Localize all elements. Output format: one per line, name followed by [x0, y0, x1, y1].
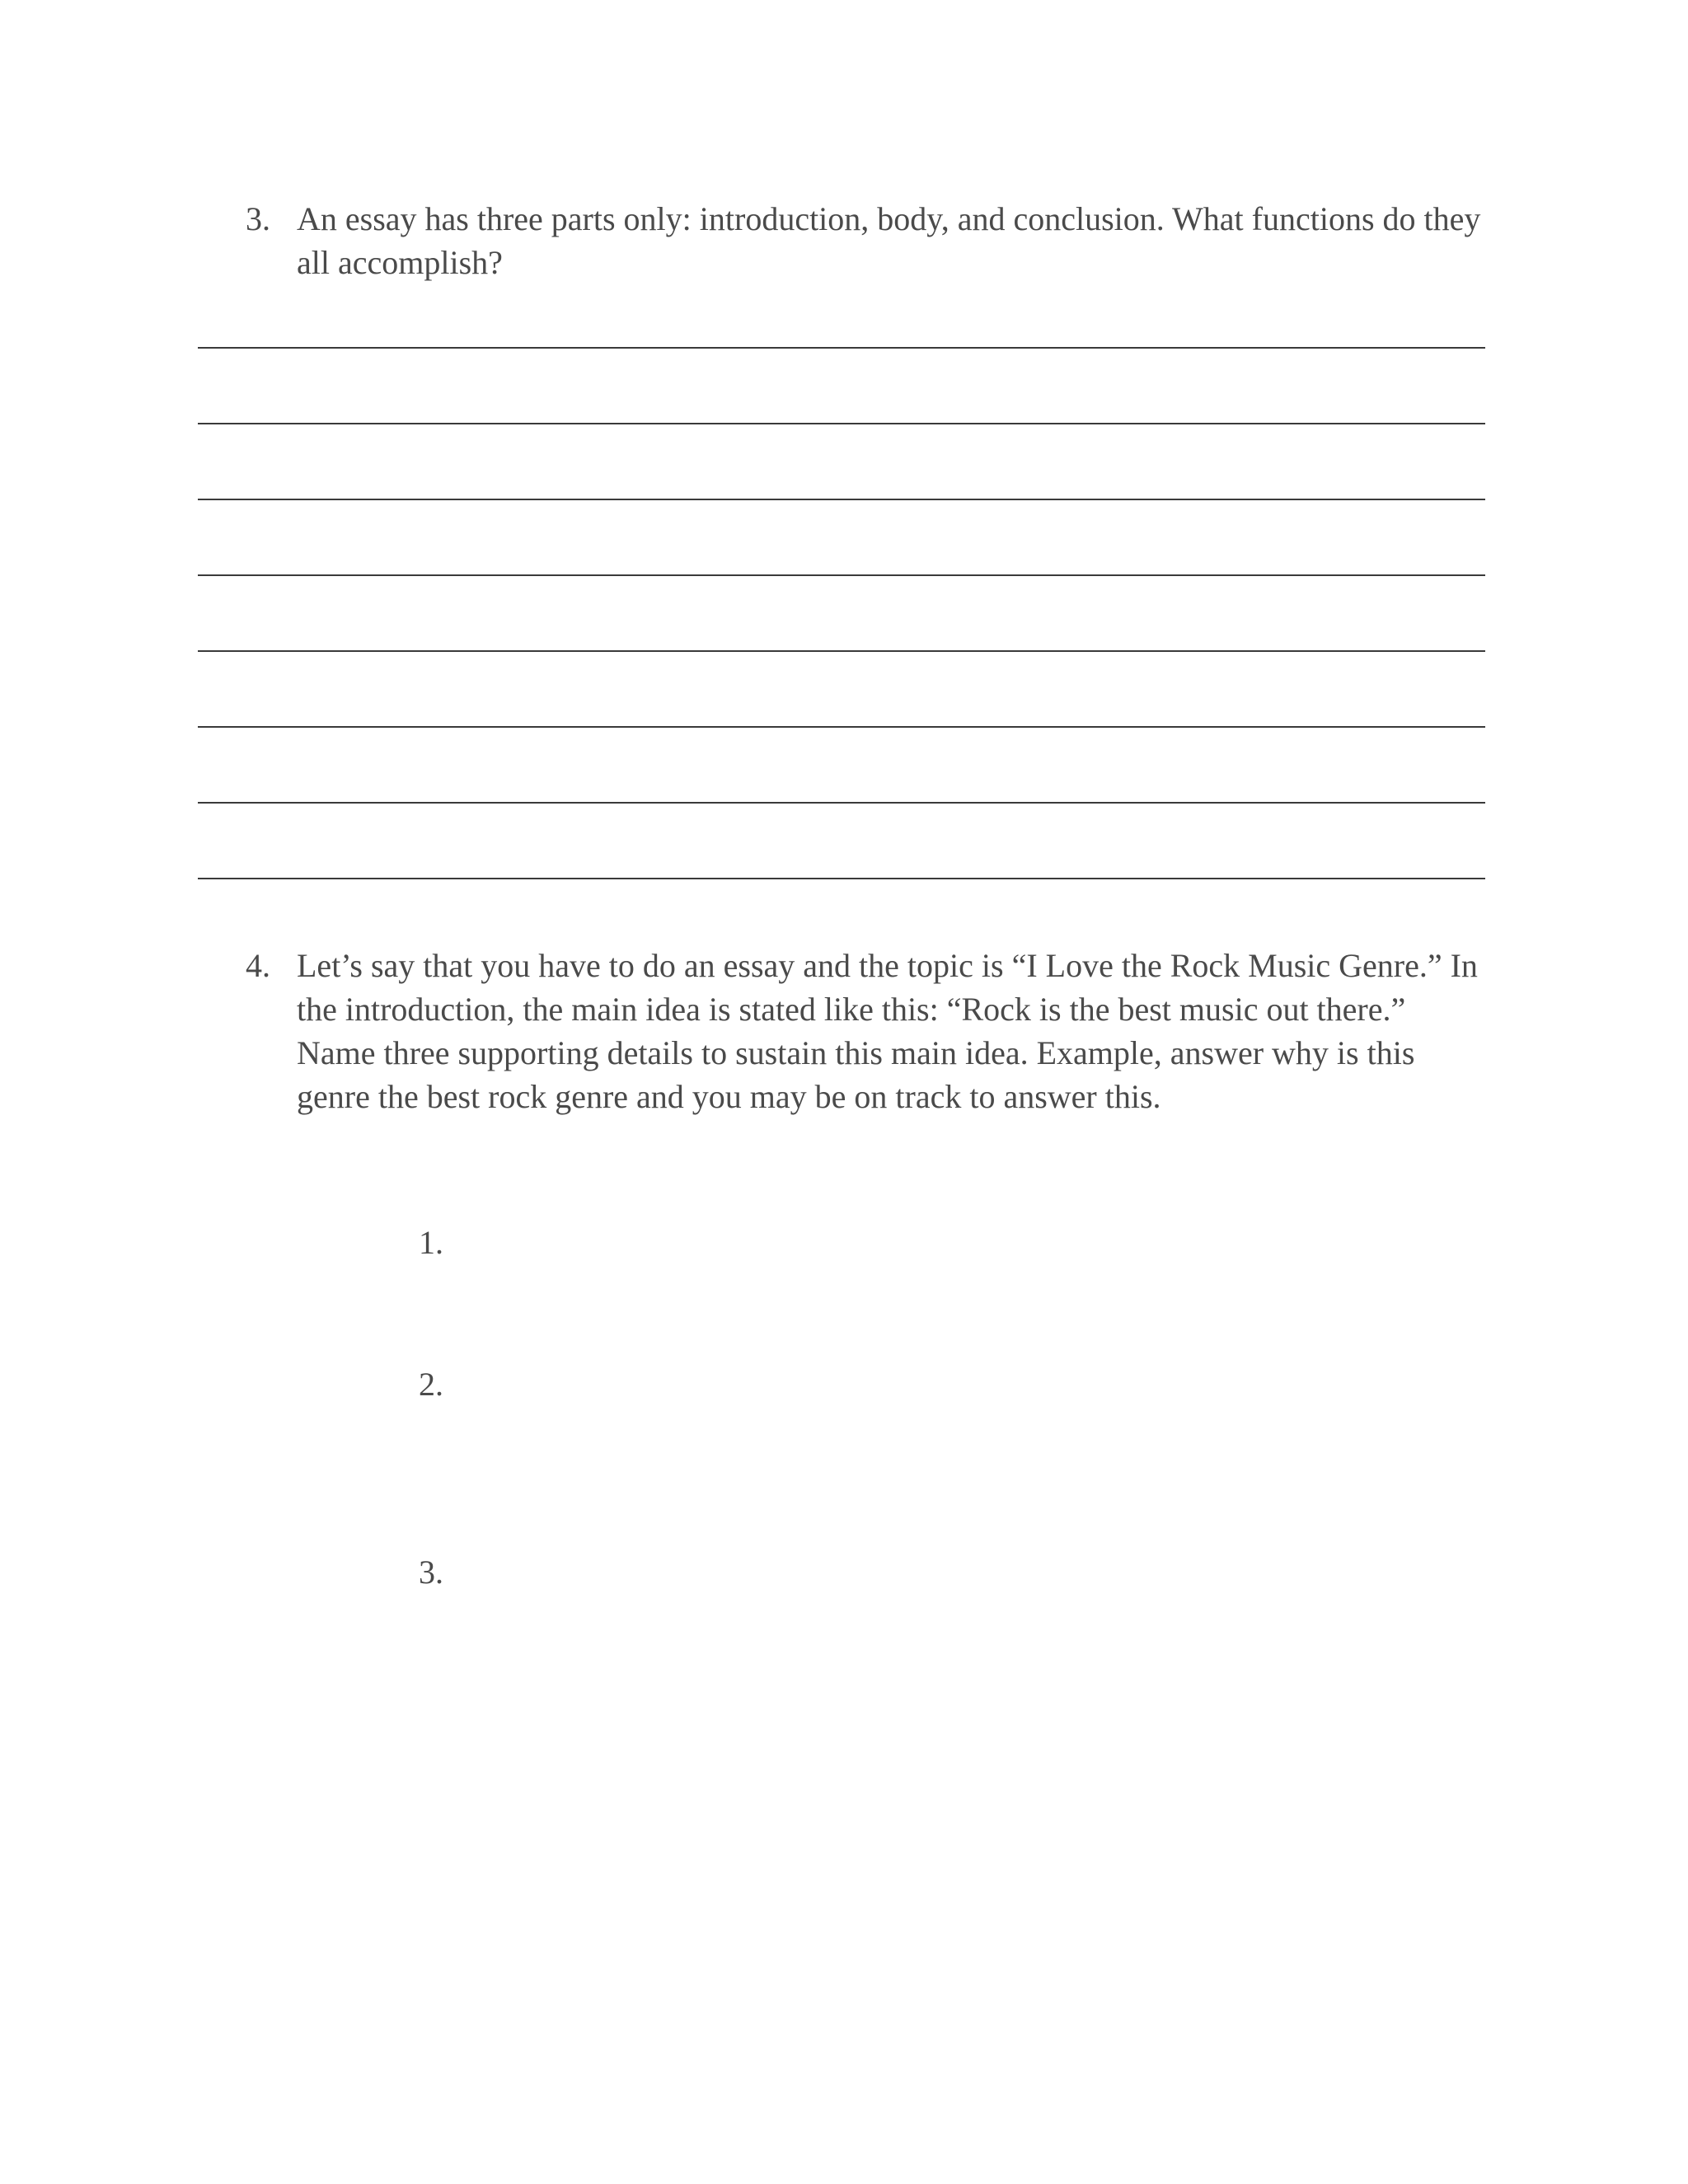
answer-line[interactable] [198, 802, 1485, 804]
answer-line[interactable] [198, 574, 1485, 576]
answer-line[interactable] [198, 650, 1485, 652]
question-number: 3. [246, 200, 270, 237]
supporting-detail-2: 2. [419, 1366, 443, 1403]
answer-line[interactable] [198, 878, 1485, 879]
supporting-detail-1: 1. [419, 1224, 443, 1261]
answer-line[interactable] [198, 347, 1485, 349]
supporting-detail-3: 3. [419, 1554, 443, 1591]
answer-line[interactable] [198, 726, 1485, 728]
answer-line[interactable] [198, 423, 1485, 424]
question-text: Let’s say that you have to do an essay and the topic is “I Love the Rock Music Genre.” In the introduction, the main idea is stated like this: “Rock is the best music out there.” Name three supporting details to sustain this main idea. Example, answer why is this genre the best rock genre and you may be on track to answer this. [297, 947, 1478, 1115]
question-number: 4. [246, 947, 270, 984]
question-text: An essay has three parts only: introduction, body, and conclusion. What functions do they all accomplish? [297, 200, 1481, 281]
answer-line[interactable] [198, 499, 1485, 500]
